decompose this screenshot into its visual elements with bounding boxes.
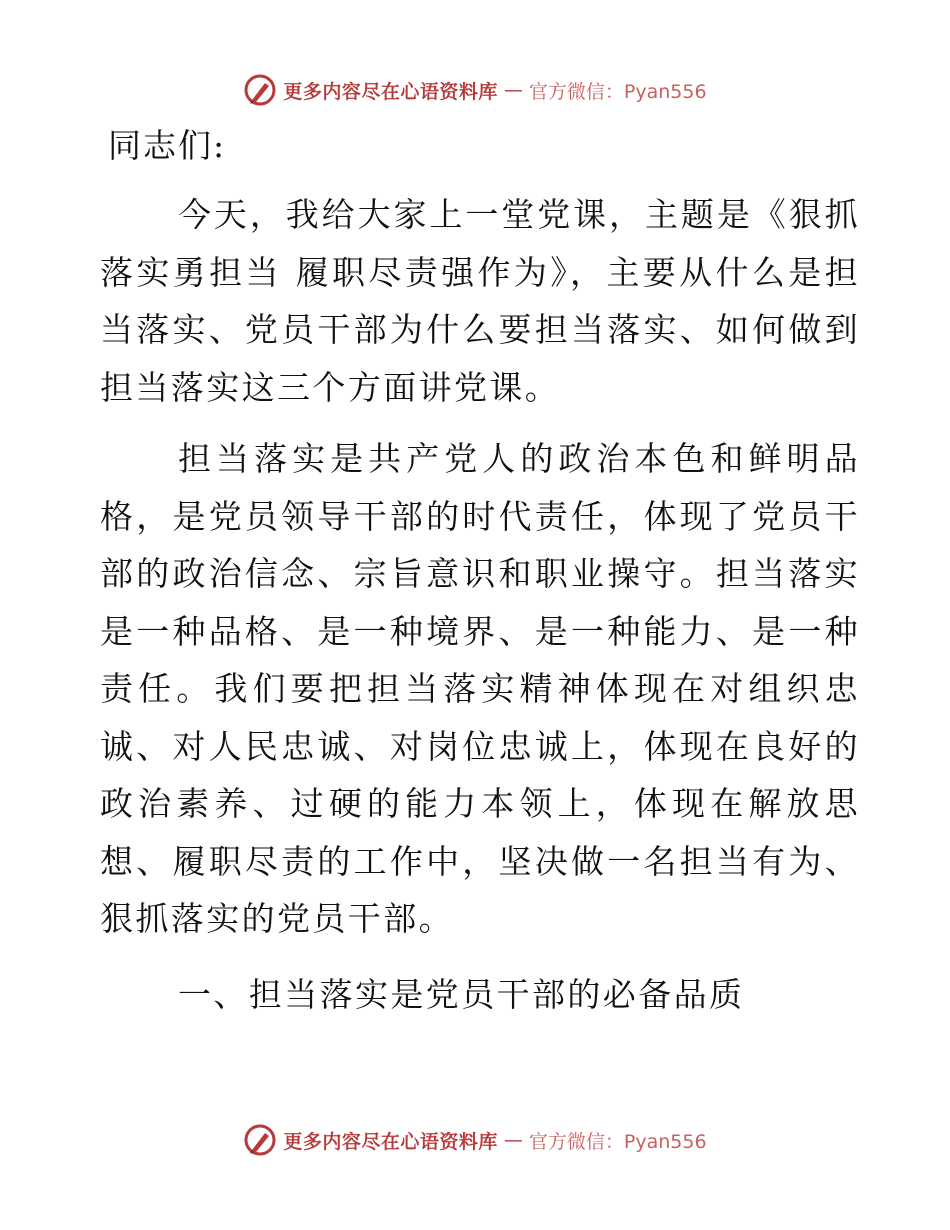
watermark-footer (0, 1120, 950, 1160)
paragraph-intro: 今天，我给大家上一堂党课，主题是《狠抓落实勇担当 履职尽责强作为》，主要从什么是担当落实、党员干部为什么要担当落实、如何做到担当落实这三个方面讲党课。 (100, 195, 860, 407)
pen-logo-icon (243, 73, 277, 107)
watermark-dash: — (503, 1129, 523, 1151)
paragraph-main: 担当落实是共产党人的政治本色和鲜明品格，是党员领导干部的时代责任，体现了党员干部的政治信念、宗旨意识和职业操守。担当落实是一种品格、是一种境界、是一种能力、是一种责任。我们要把担当落实精神体现在对组织忠诚、对人民忠诚、对岗位忠诚上，体现在良好的政治素养、过硬的能力本领上，体现在解放思想、履职尽责的工作中，坚决做一名担当有为、狠抓落实的党员干部。 (100, 439, 860, 938)
watermark-text: 更多内容尽在心语资料库 (283, 1130, 498, 1153)
watermark-wechat: 官方微信：Pyan556 (528, 80, 707, 103)
watermark-header (0, 70, 950, 110)
watermark-wechat: 官方微信：Pyan556 (528, 1130, 707, 1153)
pen-logo-icon (243, 1123, 277, 1157)
watermark-text: 更多内容尽在心语资料库 (283, 80, 498, 103)
document-body (100, 120, 860, 1023)
salutation: 同志们: (108, 126, 227, 165)
section-heading: 一、担当落实是党员干部的必备品质 (178, 974, 745, 1014)
watermark-dash: — (503, 79, 523, 101)
